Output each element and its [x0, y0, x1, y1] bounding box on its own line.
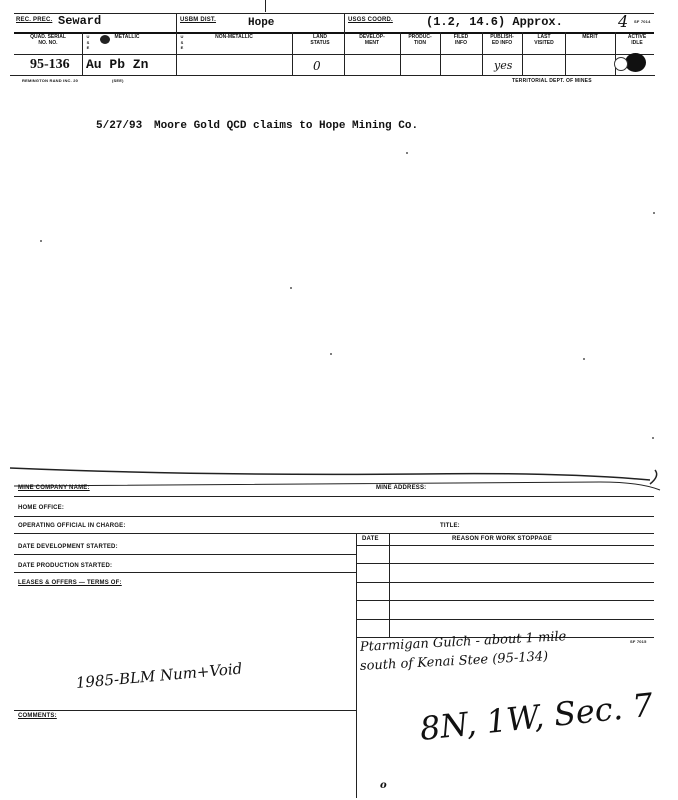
mine-address-label: MINE ADDRESS: [376, 485, 427, 491]
date-development-label: DATE DEVELOPMENT STARTED: [18, 544, 118, 550]
col-active-idle: ACTIVE IDLE [627, 34, 647, 46]
stoppage-date-divider [389, 533, 390, 637]
header-data-rule [14, 54, 654, 55]
note-text: Moore Gold QCD claims to Hope Mining Co. [154, 120, 419, 132]
speck [583, 358, 585, 360]
usbm-dist-value: Hope [248, 17, 275, 29]
leases-offers-label: LEASES & OFFERS — TERMS OF: [18, 580, 122, 586]
location-line-1: Ptarmigan Gulch - about 1 mile [359, 629, 567, 655]
rec-prec-value: Seward [58, 14, 102, 28]
divider [176, 13, 177, 75]
home-office-label: HOME OFFICE: [18, 505, 65, 511]
col-filed-info: FILED INFO [453, 34, 469, 46]
divider [400, 32, 401, 75]
col-nonmetallic-use: U S E [180, 34, 184, 51]
rule [356, 600, 654, 601]
divider [522, 32, 523, 75]
top-tick [265, 0, 266, 12]
usbm-dist-label: USBM DIST. [180, 17, 217, 23]
col-nonmetallic: NON-METALLIC [215, 34, 253, 40]
rule [14, 533, 654, 534]
note-date: 5/27/93 [96, 120, 143, 132]
date-column-header: DATE [362, 536, 379, 542]
col-development: DEVELOP- MENT [359, 34, 385, 46]
dept-label: TERRITORIAL DEPT. OF MINES [512, 78, 592, 84]
divider [440, 32, 441, 75]
small-mark: o [380, 780, 387, 791]
rule [356, 563, 654, 564]
corner-number: 4 [618, 12, 629, 31]
divider [292, 32, 293, 75]
header-bottom-rule [10, 75, 655, 76]
col-land-status: LAND STATUS [310, 34, 330, 46]
col-merit: MERIT [582, 34, 598, 40]
speck [406, 152, 408, 154]
card-edge [0, 462, 678, 492]
form-code-2: SF 7015 [630, 639, 647, 644]
col-published-info: PUBLISH- ED INFO [490, 34, 514, 46]
title-label: TITLE: [440, 523, 460, 529]
idle-circle-icon [614, 57, 628, 71]
col-production: PRODUC- TION [408, 34, 432, 46]
location-line-2: south of Kenai Stee (95-134) [359, 649, 549, 674]
printer-code: REMINGTON RAND INC. 20 [22, 78, 79, 83]
printer-mid: (SEE) [112, 78, 124, 83]
serial-value: 95-136 [30, 57, 70, 72]
col-metallic: METALLIC [114, 34, 140, 40]
speck [653, 212, 655, 214]
divider [565, 32, 566, 75]
speck [330, 353, 332, 355]
divider [82, 32, 83, 75]
rule [14, 554, 356, 555]
rule [14, 496, 654, 497]
active-hole-punch-icon [625, 53, 646, 72]
divider [344, 13, 345, 75]
rec-prec-label: REC. PREC. [16, 17, 53, 23]
usgs-coord-value: (1.2, 14.6) Approx. [426, 15, 563, 29]
rule [356, 545, 654, 546]
header-mid-rule [14, 32, 654, 34]
date-production-label: DATE PRODUCTION STARTED: [18, 563, 113, 569]
comments-label: COMMENTS: [18, 713, 57, 719]
mine-company-name-label: MINE COMPANY NAME: [18, 485, 90, 491]
published-info-value: yes [494, 59, 513, 72]
metallic-dot-icon [100, 35, 110, 44]
reason-column-header: REASON FOR WORK STOPPAGE [452, 536, 552, 542]
stoppage-left-border [356, 533, 357, 798]
rule [356, 582, 654, 583]
header-top-rule [14, 13, 654, 14]
blm-note: 1985-BLM Num+Void [75, 659, 243, 692]
rule [356, 619, 654, 620]
speck [40, 240, 42, 242]
operating-official-label: OPERATING OFFICIAL IN CHARGE: [18, 523, 126, 529]
metallic-value: Au Pb Zn [86, 57, 149, 72]
divider [482, 32, 483, 75]
rule [14, 572, 356, 573]
rule [14, 710, 356, 711]
form-code: SF 7014 [634, 19, 651, 24]
speck [290, 287, 292, 289]
col-metallic-use: U S E [86, 34, 90, 51]
land-status-value: 0 [313, 59, 321, 73]
speck [652, 437, 654, 439]
rule [14, 516, 654, 517]
col-quad-serial: QUAD. SERIAL NO. NO. [30, 34, 66, 46]
section-note: 8N, 1W, Sec. 7 [418, 685, 655, 748]
usgs-coord-label: USGS COORD. [348, 17, 393, 23]
col-last-visited: LAST VISITED [534, 34, 554, 46]
